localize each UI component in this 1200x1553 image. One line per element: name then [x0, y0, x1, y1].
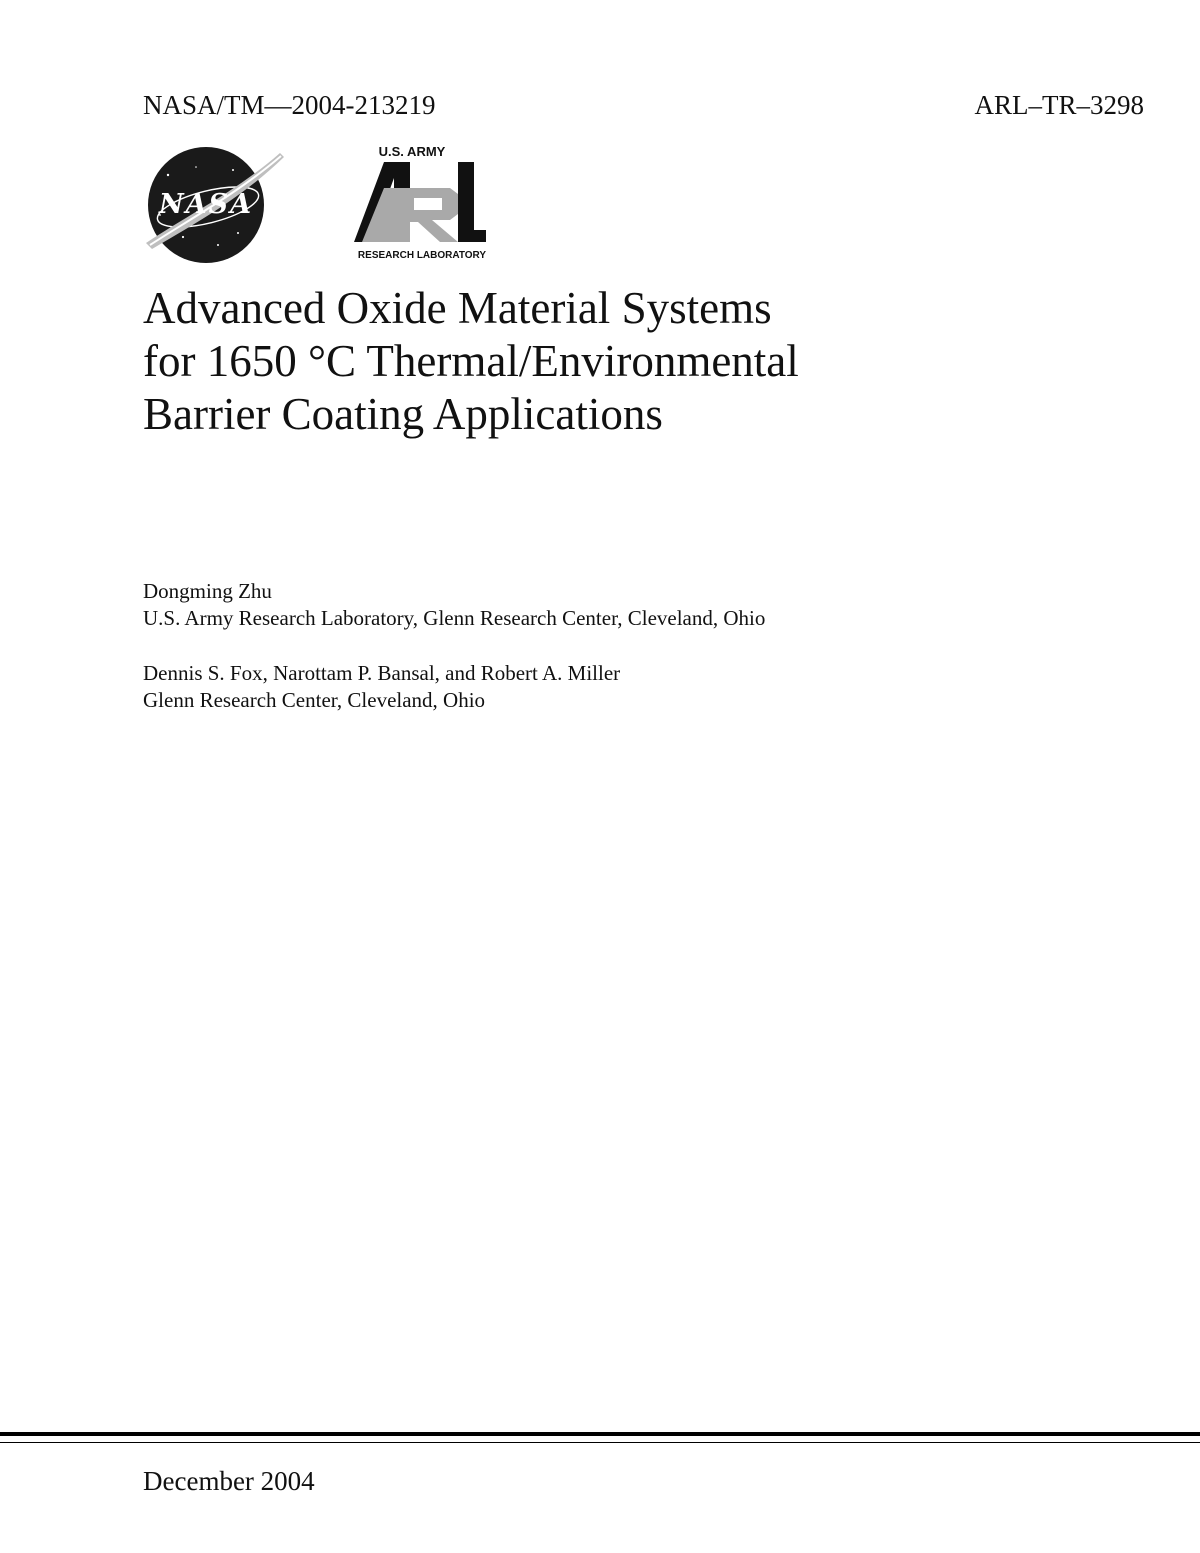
title-line-1: Advanced Oxide Material Systems	[143, 283, 772, 333]
author-names-1: Dongming Zhu	[143, 579, 272, 603]
nasa-meatball-logo-icon	[138, 145, 288, 265]
nasa-logo-text: NASA	[158, 189, 254, 220]
author-affiliation-1: U.S. Army Research Laboratory, Glenn Research Center, Cleveland, Ohio	[143, 606, 766, 630]
title-line-3: Barrier Coating Applications	[143, 389, 663, 439]
document-title	[143, 282, 1043, 441]
report-number-nasa: NASA/TM—2004-213219	[143, 90, 436, 120]
author-affiliation-2: Glenn Research Center, Cleveland, Ohio	[143, 688, 486, 712]
arl-logo-bottom-text: RESEARCH LABORATORY	[357, 250, 487, 261]
arl-logo-icon	[340, 142, 500, 264]
arl-logo-top-text: U.S. ARMY	[378, 144, 446, 159]
report-number-arl: ARL–TR–3298	[974, 90, 1144, 120]
author-block-1	[143, 578, 765, 632]
publication-date: December 2004	[143, 1466, 315, 1496]
footer-divider-thin	[0, 1442, 1200, 1443]
title-line-2: for 1650 °C Thermal/Environmental	[143, 336, 799, 386]
author-names-2: Dennis S. Fox, Narottam P. Bansal, and Robert A. Miller	[143, 661, 621, 685]
author-block-2	[143, 660, 620, 714]
footer-divider-thick	[0, 1432, 1200, 1436]
